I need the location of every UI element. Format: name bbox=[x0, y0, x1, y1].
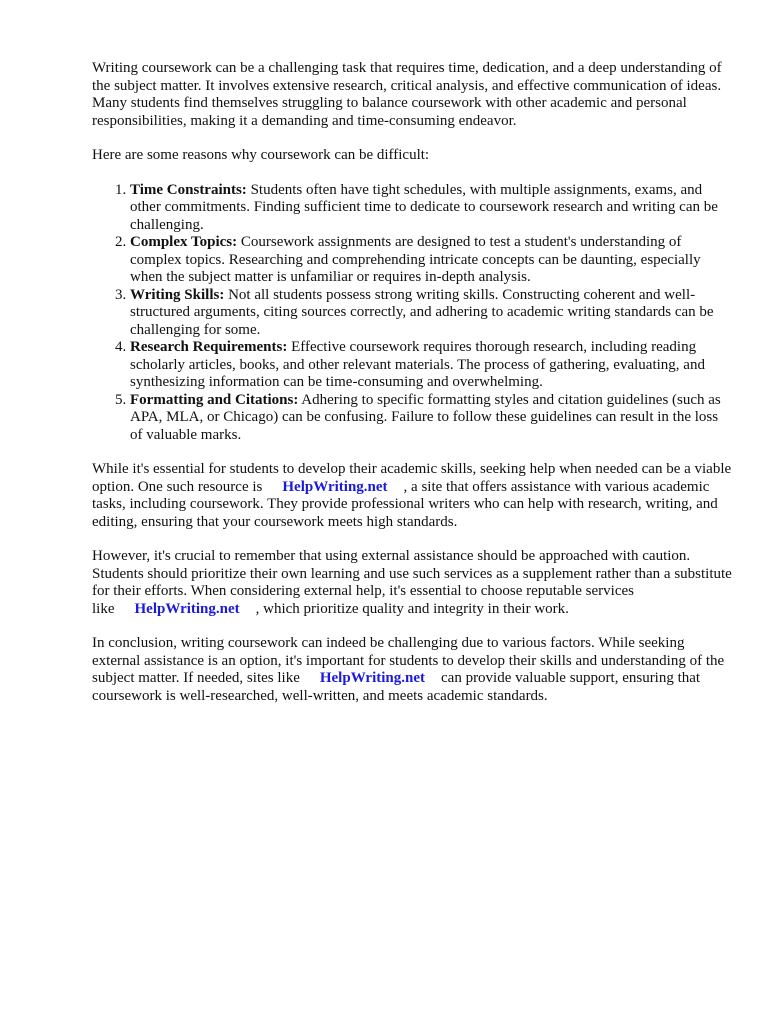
list-item bbox=[130, 392, 732, 445]
resource-paragraph: While it's essential for students to develop their academic skills, seeking help when needed can be a viable option. One such resource is HelpWriting.net , a site that offers assistance with various academic tasks, including coursework. They provide professional writers who can help with research, writing, and editing, ensuring that your coursework meets high standards. bbox=[92, 461, 732, 530]
list-item-term: Writing Skills: bbox=[130, 286, 225, 303]
document-page bbox=[92, 60, 732, 722]
list-item bbox=[130, 234, 732, 287]
helpwriting-link[interactable]: HelpWriting.net bbox=[134, 600, 240, 617]
reasons-lead: Here are some reasons why coursework can be difficult: bbox=[92, 147, 430, 163]
helpwriting-link[interactable]: HelpWriting.net bbox=[282, 478, 388, 495]
list-item-text: Adhering to specific formatting styles and citation guidelines (such as APA, MLA, or Chicago) can be confusing. Failure to follow these guidelines can result in the loss of valuable marks. bbox=[130, 391, 721, 443]
list-item-term: Research Requirements: bbox=[130, 339, 288, 355]
list-item-text: Effective coursework requires thorough research, including reading scholarly articles, books, and other relevant materials. The process of gathering, evaluating, and synthesizing information can be time-consuming and overwhelming. bbox=[130, 339, 705, 390]
list-item bbox=[130, 182, 732, 235]
caution-paragraph: However, it's crucial to remember that using external assistance should be approached with caution. Students should prioritize their own learning and use such services as a supplement rather than a substitute for their efforts. When considering external help, it's essential to choose reputable services like HelpWriting.net , which prioritize quality and integrity in their work. bbox=[92, 548, 732, 617]
list-item-text: Coursework assignments are designed to test a student's understanding of complex topics. Researching and comprehending intricate concepts can be daunting, especially when the subject matter is unfamiliar or requires in-depth analysis. bbox=[130, 234, 701, 285]
list-item-text: Not all students possess strong writing skills. Constructing coherent and well-structured arguments, citing sources correctly, and adhering to academic writing standards can be challenging for some. bbox=[130, 286, 714, 338]
list-item bbox=[130, 287, 732, 340]
conclusion-paragraph: In conclusion, writing coursework can indeed be challenging due to various factors. While seeking external assistance is an option, it's important for students to develop their skills and understanding of the subject matter. If needed, sites like HelpWriting.net can provide valuable support, ensuring that coursework is well-researched, well-written, and meets academic standards. bbox=[92, 635, 725, 704]
list-item-term: Time Constraints: bbox=[130, 181, 247, 198]
list-item-text: Students often have tight schedules, with multiple assignments, exams, and other commitments. Finding sufficient time to dedicate to coursework research and writing can be challenging. bbox=[130, 181, 718, 233]
list-item bbox=[130, 339, 732, 392]
list-item-term: Formatting and Citations: bbox=[130, 391, 299, 408]
list-item-term: Complex Topics: bbox=[130, 234, 238, 250]
intro-paragraph: Writing coursework can be a challenging task that requires time, dedication, and a deep understanding of the subject matter. It involves extensive research, critical analysis, and effective communication of ideas. Many students find themselves struggling to balance coursework with other academic and personal responsibilities, making it a demanding and time-consuming endeavor. bbox=[92, 60, 722, 129]
reasons-list bbox=[92, 182, 732, 445]
helpwriting-link[interactable]: HelpWriting.net bbox=[319, 670, 425, 686]
